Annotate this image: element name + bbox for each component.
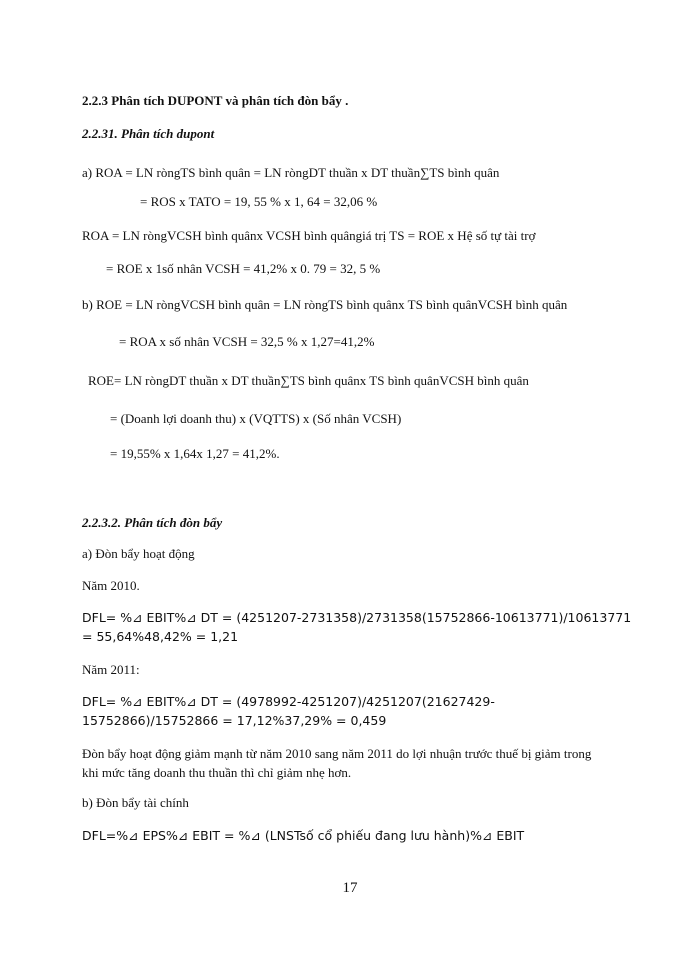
roe-formula-line-4: = (Doanh lợi doanh thu) x (VQTTS) x (Số nhân VCSH) <box>110 411 402 426</box>
roa-formula-line-4: = ROE x 1số nhân VCSH = 41,2% x 0. 79 = 32, 5 % <box>106 261 381 276</box>
page-number: 17 <box>342 880 358 896</box>
roa-formula-line-1: a) ROA = LN ròngTS bình quân = LN ròngDT thuần x DT thuần∑TS bình quân <box>82 165 500 180</box>
roe-formula-line-2: = ROA x số nhân VCSH = 32,5 % x 1,27=41,2% <box>119 334 375 349</box>
roa-formula-line-2: = ROS x TATO = 19, 55 % x 1, 64 = 32,06 % <box>140 194 378 209</box>
roe-formula-line-1: b) ROE = LN ròngVCSH bình quân = LN ròngTS bình quânx TS bình quânVCSH bình quân <box>82 297 568 312</box>
dfl-2010-line-1: DFL= %⊿ EBIT%⊿ DT = (4251207-2731358)/2731358(15752866-10613771)/10613771 <box>82 610 632 625</box>
section-heading: 2.2.3 Phân tích DUPONT và phân tích đòn bẩy . <box>82 93 349 108</box>
subsection-heading-leverage: 2.2.3.2. Phân tích đòn bẩy <box>82 515 223 530</box>
dfl-financial-formula: DFL=%⊿ EPS%⊿ EBIT = %⊿ (LNSTsố cổ phiếu đang lưu hành)%⊿ EBIT <box>82 828 525 843</box>
roe-formula-line-5: = 19,55% x 1,64x 1,27 = 41,2%. <box>110 446 280 461</box>
leverage-comment: Đòn bẩy hoạt động giảm mạnh từ năm 2010 sang năm 2011 do lợi nhuận trước thuế bị giảm trong khi mức tăng doanh thu thuần thì chỉ giảm nhẹ hơn. <box>82 746 592 780</box>
dfl-2011-line-1: DFL= %⊿ EBIT%⊿ DT = (4978992-4251207)/4251207(21627429- <box>82 694 495 709</box>
operating-leverage-label: a) Đòn bẩy hoạt động <box>82 546 195 561</box>
dfl-2011-line-2: 15752866)/15752866 = 17,12%37,29% = 0,459 <box>82 713 387 728</box>
financial-leverage-label: b) Đòn bẩy tài chính <box>82 795 189 810</box>
subsection-heading-dupont: 2.2.31. Phân tích dupont <box>82 126 215 141</box>
roe-formula-line-3: ROE= LN ròngDT thuần x DT thuần∑TS bình quânx TS bình quânVCSH bình quân <box>88 373 529 388</box>
roa-formula-line-3: ROA = LN ròngVCSH bình quânx VCSH bình quângiá trị TS = ROE x Hệ số tự tài trợ <box>82 228 536 243</box>
dfl-2010-line-2: = 55,64%48,42% = 1,21 <box>82 629 239 644</box>
year-2010-label: Năm 2010. <box>82 578 140 593</box>
year-2011-label: Năm 2011: <box>82 662 140 677</box>
